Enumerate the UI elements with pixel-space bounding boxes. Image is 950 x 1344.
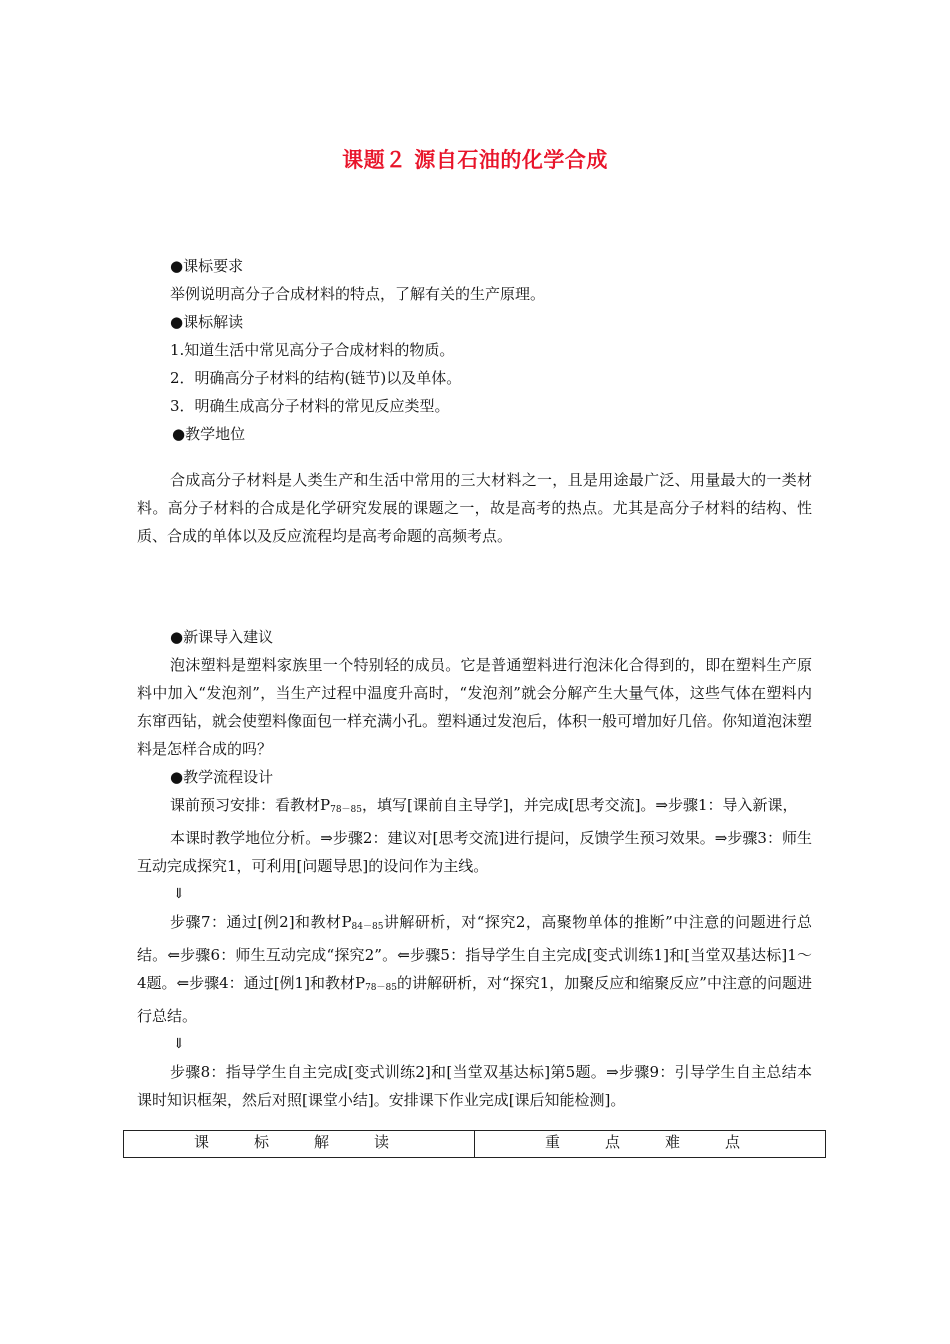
flow-text: 的讲解研析，对“探究1，加聚反应和缩聚反应”中注意的问题进行总结。 <box>137 974 812 1025</box>
down-arrow-icon: ⇓ <box>173 886 185 902</box>
flow-paragraph-3 <box>137 908 812 1030</box>
flow-paragraph-1 <box>137 791 812 824</box>
flow-text: ，填写[课前自主导学]，并完成[思考交流]。⇒步骤1：导入新课， <box>362 796 798 814</box>
section-heading-position: ●教学地位 <box>172 425 246 443</box>
page-range-subscript: 78－85 <box>330 805 363 815</box>
flow-text: 课前预习安排：看教材P <box>170 796 331 814</box>
interpretation-item: 1.知道生活中常见高分子合成材料的物质。 <box>170 341 455 359</box>
interpretation-item: 2．明确高分子材料的结构(链节)以及单体。 <box>170 369 462 387</box>
section-heading-flow: ●教学流程设计 <box>170 768 274 786</box>
flow-paragraph-2: 本课时教学地位分析。⇒步骤2：建议对[思考交流]进行提问，反馈学生预习效果。⇒步骤3：师生互动完成探究1，可利用[问题导思]的设问作为主线。 <box>137 829 812 875</box>
table-header-interpretation: 课 标 解 读 <box>193 1133 404 1151</box>
flow-paragraph-4: 步骤8：指导学生自主完成[变式训练2]和[当堂双基达标]第5题。⇒步骤9：引导学生自主总结本课时知识框架，然后对照[课堂小结]。安排课下作业完成[课后知能检测]。 <box>137 1063 812 1109</box>
down-arrow-icon: ⇓ <box>173 1036 185 1052</box>
section-heading-standard: ●课标要求 <box>170 257 244 275</box>
section-heading-interpretation: ●课标解读 <box>170 313 244 331</box>
position-block <box>137 466 812 550</box>
intro-paragraph: 泡沫塑料是塑料家族里一个特别轻的成员。它是普通塑料进行泡沫化合得到的，即在塑料生产原料中加入“发泡剂”，当生产过程中温度升高时，“发泡剂”就会分解产生大量气体，这些气体在塑料内东窜西钻，就会使塑料像面包一样充满小孔。塑料通过发泡后，体积一般可增加好几倍。你知道泡沫塑料是怎样合成的吗？ <box>137 656 813 758</box>
page-range-subscript: 78－85 <box>365 983 397 993</box>
standard-text: 举例说明高分子合成材料的特点，了解有关的生产原理。 <box>170 285 546 303</box>
interpretation-item: 3．明确生成高分子材料的常见反应类型。 <box>170 397 450 415</box>
page-range-subscript: 84－85 <box>351 922 384 932</box>
intro-flow-block <box>137 623 812 1114</box>
position-paragraph: 合成高分子材料是人类生产和生活中常用的三大材料之一，且是用途最广泛、用量最大的一类材料。高分子材料的合成是化学研究发展的课题之一，故是高考的热点。尤其是高分子材料的结构、性质、合成的单体以及反应流程均是高考命题的高频考点。 <box>137 471 812 545</box>
standards-block <box>137 252 812 448</box>
table-header-key-points: 重 点 难 点 <box>474 1131 825 1157</box>
summary-table <box>123 1130 826 1158</box>
flow-text: 讲解研析，对“探究2，高聚物单体的推断”中注意的问题进行总结。⇐步骤6：师生互动完成“探究2”。⇐步骤5：指导学生自主完成[变式训练1]和[当堂双基达标]1～4题。⇐步骤4：通过[例1]和教材P <box>137 913 812 992</box>
page-title: 课题２ 源自石油的化学合成 <box>342 147 608 172</box>
section-heading-intro: ●新课导入建议 <box>170 628 274 646</box>
flow-text: 步骤7：通过[例2]和教材P <box>170 913 352 931</box>
